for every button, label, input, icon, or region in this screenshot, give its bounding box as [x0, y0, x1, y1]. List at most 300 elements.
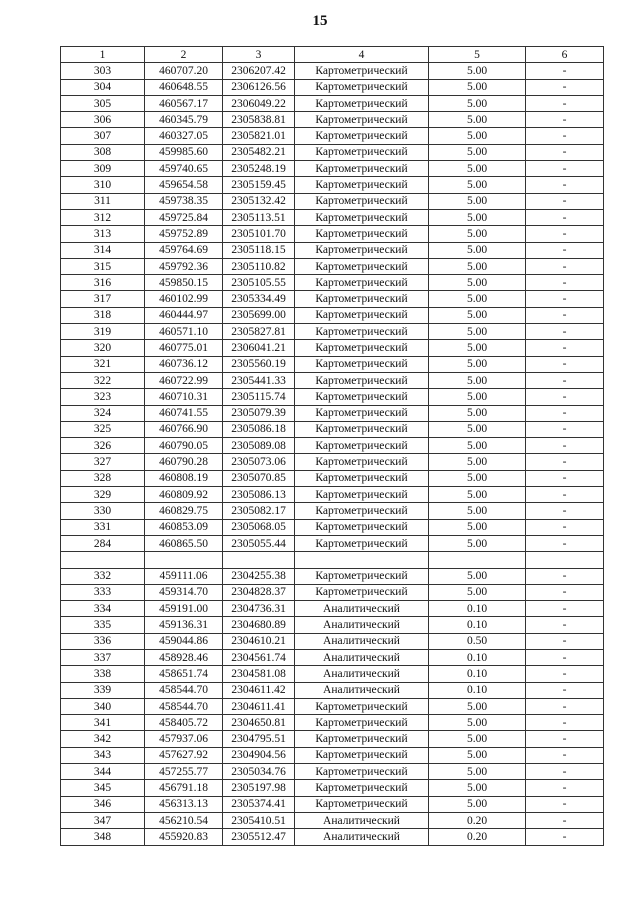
table-cell: 458651.74: [145, 666, 223, 682]
table-cell: -: [526, 421, 604, 437]
table-cell: 329: [61, 487, 145, 503]
table-cell: 284: [61, 535, 145, 551]
table-row: [61, 275, 604, 291]
table-cell: -: [526, 487, 604, 503]
table-cell: 2304680.89: [223, 617, 295, 633]
table-cell: -: [526, 209, 604, 225]
table-cell: 5.00: [429, 372, 526, 388]
table-cell: Картометрический: [295, 747, 429, 763]
table-cell: 460766.90: [145, 421, 223, 437]
table-cell: [295, 552, 429, 568]
table-cell: Картометрический: [295, 568, 429, 584]
table-cell: 2305827.81: [223, 324, 295, 340]
table-cell: -: [526, 649, 604, 665]
column-header: 5: [429, 47, 526, 63]
table-cell: -: [526, 258, 604, 274]
table-cell: -: [526, 617, 604, 633]
table-row: [61, 405, 604, 421]
table-cell: 459314.70: [145, 584, 223, 600]
table-cell: 2305560.19: [223, 356, 295, 372]
table-cell: 5.00: [429, 503, 526, 519]
table-cell: -: [526, 112, 604, 128]
table-cell: 2305512.47: [223, 829, 295, 845]
table-cell: 309: [61, 161, 145, 177]
table-cell: 5.00: [429, 258, 526, 274]
table-cell: 459740.65: [145, 161, 223, 177]
table-row: [61, 128, 604, 144]
table-cell: -: [526, 275, 604, 291]
table-cell: 333: [61, 584, 145, 600]
table-cell: 0.10: [429, 601, 526, 617]
table-cell: 5.00: [429, 226, 526, 242]
table-cell: Картометрический: [295, 144, 429, 160]
table-cell: Картометрический: [295, 535, 429, 551]
table-cell: -: [526, 731, 604, 747]
table-row: [61, 372, 604, 388]
table-row: [61, 666, 604, 682]
table-cell: -: [526, 438, 604, 454]
table-cell: 5.00: [429, 764, 526, 780]
table-row: [61, 812, 604, 828]
table-cell: 314: [61, 242, 145, 258]
table-cell: 331: [61, 519, 145, 535]
table-cell: Картометрический: [295, 796, 429, 812]
table-row: [61, 177, 604, 193]
table-cell: 5.00: [429, 193, 526, 209]
table-cell: 2305079.39: [223, 405, 295, 421]
table-cell: 343: [61, 747, 145, 763]
table-cell: 458544.70: [145, 698, 223, 714]
table-cell: [429, 552, 526, 568]
table-cell: 5.00: [429, 405, 526, 421]
table-cell: -: [526, 242, 604, 258]
table-cell: 317: [61, 291, 145, 307]
table-cell: -: [526, 568, 604, 584]
table-cell: 460444.97: [145, 307, 223, 323]
table-cell: 460790.05: [145, 438, 223, 454]
table-cell: 344: [61, 764, 145, 780]
table-cell: 2305113.51: [223, 209, 295, 225]
table-cell: 5.00: [429, 112, 526, 128]
table-cell: 2305034.76: [223, 764, 295, 780]
table-cell: -: [526, 226, 604, 242]
table-cell: 312: [61, 209, 145, 225]
table-cell: Картометрический: [295, 177, 429, 193]
table-cell: 5.00: [429, 568, 526, 584]
table-cell: Картометрический: [295, 438, 429, 454]
table-cell: -: [526, 601, 604, 617]
table-cell: Картометрический: [295, 63, 429, 79]
table-cell: Аналитический: [295, 812, 429, 828]
table-cell: 459752.89: [145, 226, 223, 242]
table-row: [61, 421, 604, 437]
table-row: [61, 715, 604, 731]
table-cell: 2305159.45: [223, 177, 295, 193]
table-cell: 5.00: [429, 95, 526, 111]
table-cell: [526, 552, 604, 568]
table-cell: -: [526, 715, 604, 731]
table-cell: -: [526, 682, 604, 698]
table-cell: 460707.20: [145, 63, 223, 79]
table-cell: 316: [61, 275, 145, 291]
table-cell: -: [526, 584, 604, 600]
table-cell: -: [526, 666, 604, 682]
table-row: [61, 258, 604, 274]
table-cell: [223, 552, 295, 568]
table-row: [61, 356, 604, 372]
table-cell: 460648.55: [145, 79, 223, 95]
table-cell: 341: [61, 715, 145, 731]
table-row: [61, 291, 604, 307]
table-cell: Картометрический: [295, 519, 429, 535]
table-cell: 459044.86: [145, 633, 223, 649]
table-cell: 306: [61, 112, 145, 128]
table-cell: 310: [61, 177, 145, 193]
table-row: [61, 63, 604, 79]
table-row: [61, 438, 604, 454]
table-row: [61, 389, 604, 405]
table-cell: 2306041.21: [223, 340, 295, 356]
table-row: [61, 242, 604, 258]
table-cell: 5.00: [429, 161, 526, 177]
table-cell: 459654.58: [145, 177, 223, 193]
table-cell: 340: [61, 698, 145, 714]
table-cell: 2304611.42: [223, 682, 295, 698]
table-cell: 5.00: [429, 63, 526, 79]
table-cell: 328: [61, 470, 145, 486]
table-cell: 318: [61, 307, 145, 323]
table-cell: 459850.15: [145, 275, 223, 291]
table-cell: 337: [61, 649, 145, 665]
table-cell: -: [526, 356, 604, 372]
table-cell: 348: [61, 829, 145, 845]
table-cell: 5.00: [429, 715, 526, 731]
table-cell: 2305089.08: [223, 438, 295, 454]
table-cell: 5.00: [429, 487, 526, 503]
table-cell: -: [526, 405, 604, 421]
table-row: [61, 601, 604, 617]
table-cell: [145, 552, 223, 568]
table-cell: 347: [61, 812, 145, 828]
table-cell: 2305115.74: [223, 389, 295, 405]
table-cell: 460710.31: [145, 389, 223, 405]
table-row: [61, 552, 604, 568]
table-cell: 5.00: [429, 584, 526, 600]
table-cell: 2304610.21: [223, 633, 295, 649]
table-cell: Картометрический: [295, 291, 429, 307]
table-cell: 2305101.70: [223, 226, 295, 242]
table-cell: 460829.75: [145, 503, 223, 519]
table-cell: 5.00: [429, 454, 526, 470]
table-cell: 2305838.81: [223, 112, 295, 128]
table-cell: 460736.12: [145, 356, 223, 372]
table-cell: Картометрический: [295, 209, 429, 225]
table-cell: Аналитический: [295, 682, 429, 698]
table-cell: Картометрический: [295, 780, 429, 796]
table-cell: Аналитический: [295, 829, 429, 845]
table-row: [61, 503, 604, 519]
table-row: [61, 454, 604, 470]
table-cell: 2305068.05: [223, 519, 295, 535]
table-cell: Картометрический: [295, 193, 429, 209]
table-cell: 0.50: [429, 633, 526, 649]
table-cell: Картометрический: [295, 503, 429, 519]
table-cell: 5.00: [429, 421, 526, 437]
table-cell: 336: [61, 633, 145, 649]
table-cell: 346: [61, 796, 145, 812]
table-cell: 322: [61, 372, 145, 388]
table-cell: 2305374.41: [223, 796, 295, 812]
table-cell: 2305086.13: [223, 487, 295, 503]
table-cell: 5.00: [429, 79, 526, 95]
table-cell: 2305132.42: [223, 193, 295, 209]
table-cell: 2305821.01: [223, 128, 295, 144]
table-cell: 457937.06: [145, 731, 223, 747]
table-row: [61, 649, 604, 665]
table-row: [61, 161, 604, 177]
table-cell: -: [526, 340, 604, 356]
table-cell: 460741.55: [145, 405, 223, 421]
table-cell: 460808.19: [145, 470, 223, 486]
table-cell: 339: [61, 682, 145, 698]
table-cell: Картометрический: [295, 454, 429, 470]
table-row: [61, 747, 604, 763]
table-cell: 459191.00: [145, 601, 223, 617]
table-cell: 2305082.17: [223, 503, 295, 519]
table-cell: 0.10: [429, 617, 526, 633]
table-cell: Картометрический: [295, 242, 429, 258]
coordinates-table: [60, 46, 604, 846]
table-cell: -: [526, 144, 604, 160]
column-header: 4: [295, 47, 429, 63]
column-header: 2: [145, 47, 223, 63]
table-cell: -: [526, 764, 604, 780]
table-cell: -: [526, 698, 604, 714]
table-cell: 5.00: [429, 324, 526, 340]
table-cell: -: [526, 79, 604, 95]
table-cell: 2305248.19: [223, 161, 295, 177]
table-cell: Картометрический: [295, 715, 429, 731]
table-cell: Картометрический: [295, 356, 429, 372]
table-cell: -: [526, 161, 604, 177]
table-cell: -: [526, 503, 604, 519]
table-cell: -: [526, 95, 604, 111]
table-cell: -: [526, 307, 604, 323]
table-cell: -: [526, 747, 604, 763]
table-cell: -: [526, 812, 604, 828]
table-cell: 2304561.74: [223, 649, 295, 665]
table-cell: Картометрический: [295, 275, 429, 291]
table-row: [61, 226, 604, 242]
table-cell: 325: [61, 421, 145, 437]
table-row: [61, 487, 604, 503]
table-cell: 332: [61, 568, 145, 584]
table-cell: 311: [61, 193, 145, 209]
table-cell: Аналитический: [295, 649, 429, 665]
table-cell: 2305441.33: [223, 372, 295, 388]
table-row: [61, 731, 604, 747]
table-cell: 459738.35: [145, 193, 223, 209]
table-row: [61, 535, 604, 551]
table-cell: 5.00: [429, 356, 526, 372]
table-cell: 5.00: [429, 698, 526, 714]
table-cell: 2304736.31: [223, 601, 295, 617]
table-row: [61, 112, 604, 128]
table-cell: 0.10: [429, 666, 526, 682]
table-cell: 460102.99: [145, 291, 223, 307]
table-cell: 338: [61, 666, 145, 682]
table-cell: 5.00: [429, 340, 526, 356]
table-row: [61, 796, 604, 812]
table-cell: 0.10: [429, 649, 526, 665]
table-row: [61, 698, 604, 714]
table-cell: 5.00: [429, 291, 526, 307]
table-row: [61, 829, 604, 845]
table-cell: 459764.69: [145, 242, 223, 258]
table-cell: Картометрический: [295, 584, 429, 600]
table-row: [61, 764, 604, 780]
table-cell: -: [526, 633, 604, 649]
table-cell: 458405.72: [145, 715, 223, 731]
table-row: [61, 193, 604, 209]
table-cell: 459985.60: [145, 144, 223, 160]
table-cell: Аналитический: [295, 617, 429, 633]
table-cell: 459725.84: [145, 209, 223, 225]
table-cell: 2304828.37: [223, 584, 295, 600]
page-number: 15: [312, 13, 328, 29]
table-cell: 460775.01: [145, 340, 223, 356]
table-cell: 2306126.56: [223, 79, 295, 95]
table-cell: 5.00: [429, 780, 526, 796]
table-cell: 460722.99: [145, 372, 223, 388]
table-cell: 5.00: [429, 128, 526, 144]
table-cell: 307: [61, 128, 145, 144]
table-cell: Картометрический: [295, 731, 429, 747]
table-cell: 308: [61, 144, 145, 160]
table-cell: -: [526, 372, 604, 388]
table-cell: 5.00: [429, 307, 526, 323]
table-cell: Картометрический: [295, 95, 429, 111]
table-cell: 2305699.00: [223, 307, 295, 323]
table-cell: Картометрический: [295, 324, 429, 340]
table-cell: Картометрический: [295, 405, 429, 421]
table-cell: 5.00: [429, 275, 526, 291]
table-cell: Аналитический: [295, 601, 429, 617]
table-row: [61, 470, 604, 486]
table-cell: 315: [61, 258, 145, 274]
table-cell: -: [526, 177, 604, 193]
table-cell: -: [526, 796, 604, 812]
table-cell: Картометрический: [295, 487, 429, 503]
table-cell: Картометрический: [295, 258, 429, 274]
table-row: [61, 617, 604, 633]
table-cell: Картометрический: [295, 340, 429, 356]
table-cell: 2305105.55: [223, 275, 295, 291]
table-cell: 326: [61, 438, 145, 454]
table-cell: 342: [61, 731, 145, 747]
table-cell: 2306207.42: [223, 63, 295, 79]
table-cell: 2304650.81: [223, 715, 295, 731]
table-cell: 5.00: [429, 796, 526, 812]
table-cell: 5.00: [429, 519, 526, 535]
table-cell: 457255.77: [145, 764, 223, 780]
table-cell: 2305334.49: [223, 291, 295, 307]
column-header: 3: [223, 47, 295, 63]
table-cell: -: [526, 193, 604, 209]
table-cell: 0.10: [429, 682, 526, 698]
table-cell: 457627.92: [145, 747, 223, 763]
table-row: [61, 519, 604, 535]
table-cell: 460809.92: [145, 487, 223, 503]
table-row: [61, 682, 604, 698]
table-cell: Картометрический: [295, 161, 429, 177]
table-cell: 2305118.15: [223, 242, 295, 258]
table-cell: 2304255.38: [223, 568, 295, 584]
table-cell: 327: [61, 454, 145, 470]
table-header-row: [61, 47, 604, 63]
table-row: [61, 584, 604, 600]
table-cell: 460571.10: [145, 324, 223, 340]
table-cell: 304: [61, 79, 145, 95]
table-cell: -: [526, 535, 604, 551]
table-cell: -: [526, 389, 604, 405]
table-cell: [61, 552, 145, 568]
table-cell: Картометрический: [295, 470, 429, 486]
table-cell: 5.00: [429, 731, 526, 747]
table-cell: Картометрический: [295, 79, 429, 95]
table-cell: 2304581.08: [223, 666, 295, 682]
table-cell: 5.00: [429, 470, 526, 486]
table-cell: 345: [61, 780, 145, 796]
table-cell: 2304795.51: [223, 731, 295, 747]
table-row: [61, 144, 604, 160]
table-cell: -: [526, 63, 604, 79]
table-cell: -: [526, 470, 604, 486]
table-row: [61, 209, 604, 225]
table-cell: 2305073.06: [223, 454, 295, 470]
table-row: [61, 324, 604, 340]
table-row: [61, 568, 604, 584]
table-cell: Аналитический: [295, 666, 429, 682]
table-cell: -: [526, 780, 604, 796]
table-cell: 2306049.22: [223, 95, 295, 111]
table-body: [61, 63, 604, 845]
table-cell: 460865.50: [145, 535, 223, 551]
table-cell: 5.00: [429, 242, 526, 258]
table-cell: 323: [61, 389, 145, 405]
table-cell: 456313.13: [145, 796, 223, 812]
table-cell: 2305055.44: [223, 535, 295, 551]
table-cell: 460567.17: [145, 95, 223, 111]
table-cell: 460853.09: [145, 519, 223, 535]
table-cell: -: [526, 291, 604, 307]
table-row: [61, 340, 604, 356]
table-cell: -: [526, 128, 604, 144]
table-cell: 5.00: [429, 747, 526, 763]
table-cell: 5.00: [429, 535, 526, 551]
table-cell: 459111.06: [145, 568, 223, 584]
table-cell: 456791.18: [145, 780, 223, 796]
table-cell: Картометрический: [295, 307, 429, 323]
table-cell: -: [526, 324, 604, 340]
table-cell: 458544.70: [145, 682, 223, 698]
table-cell: Картометрический: [295, 372, 429, 388]
table-row: [61, 780, 604, 796]
table-cell: -: [526, 519, 604, 535]
table-row: [61, 307, 604, 323]
table-cell: 303: [61, 63, 145, 79]
table-cell: 305: [61, 95, 145, 111]
